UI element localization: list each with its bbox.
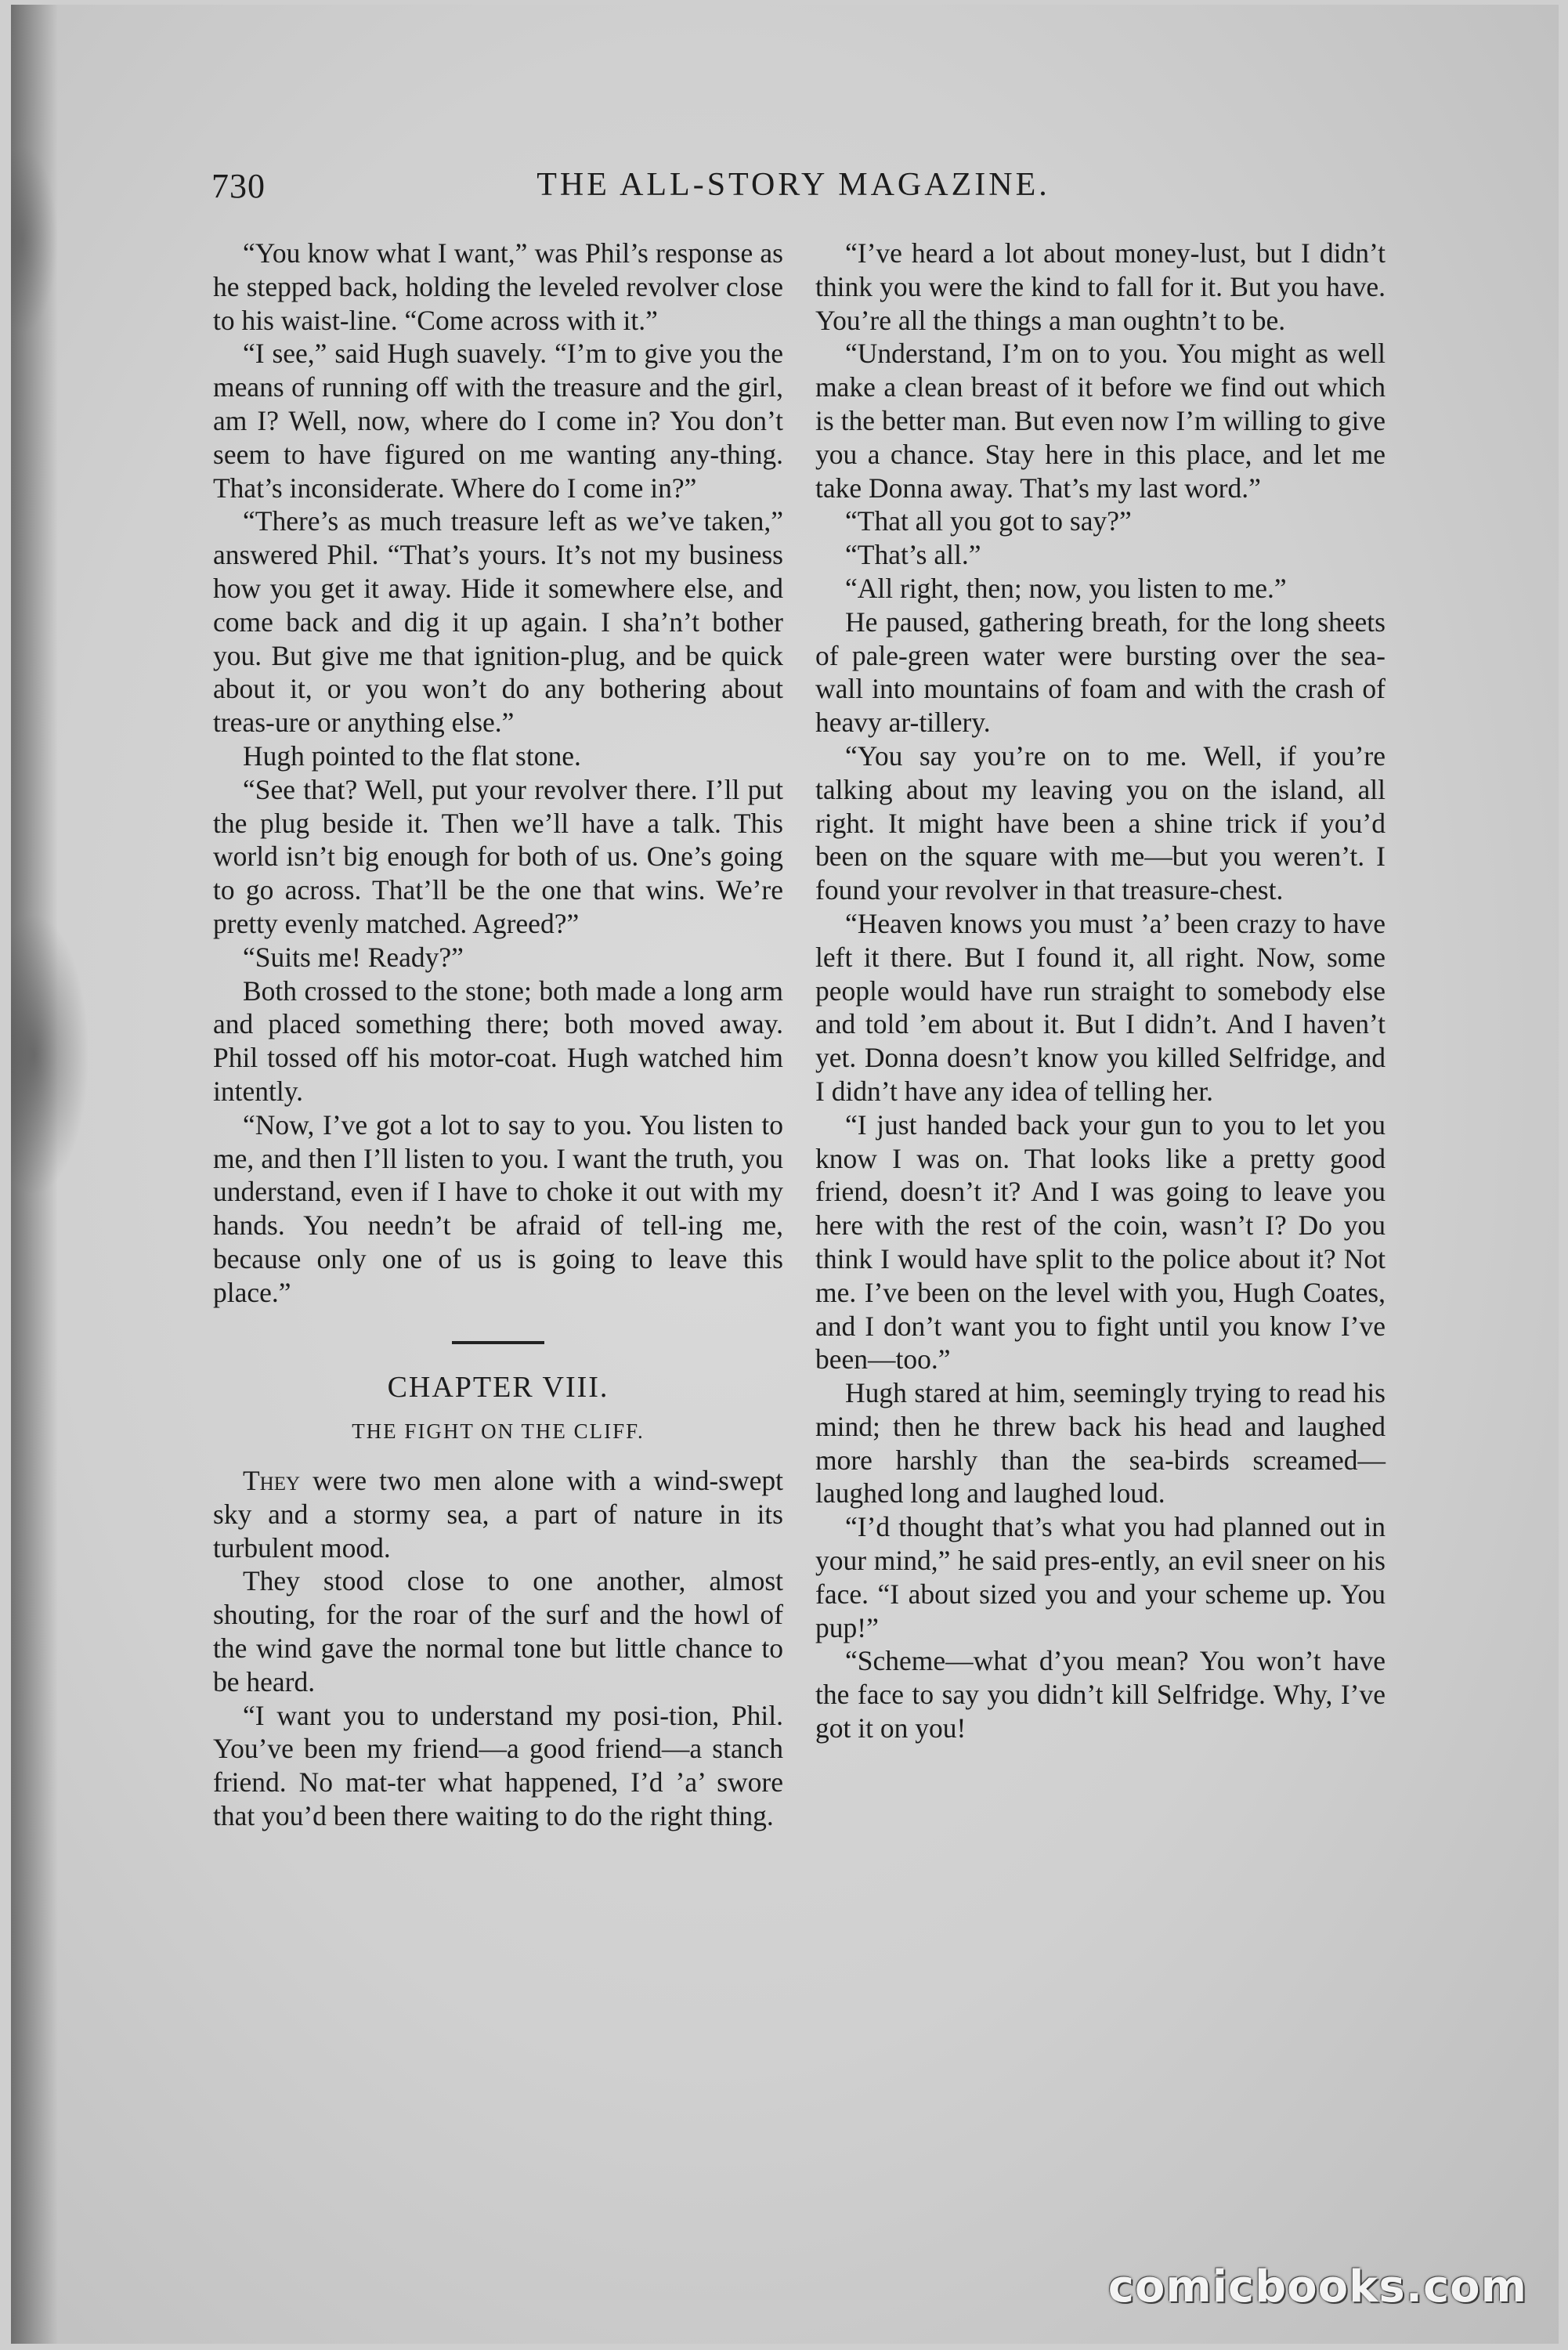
- paragraph: “I want you to understand my posi-tion, Phil. You’ve been my friend—a good friend—a stanch friend. No mat-ter what happened, I’d ’a’ swore that you’d been there waiting to do the right thing.: [213, 1699, 783, 1832]
- paragraph: “Suits me! Ready?”: [243, 941, 464, 973]
- left-column: [213, 237, 783, 1833]
- paragraph: “That’s all.”: [845, 539, 981, 571]
- paragraph: “I’ve heard a lot about money-lust, but I didn’t think you were the kind to fall for it. But you have. You’re all the things a man oughtn’t to be.: [815, 237, 1386, 336]
- paragraph: “I’d thought that’s what you had planned out in your mind,” he said pres-ently, an evil sneer on his face. “I about sized you and your scheme up. You pup!”: [815, 1511, 1386, 1643]
- chapter-subtitle: THE FIGHT ON THE CLIFF.: [352, 1419, 645, 1444]
- water-stain: [11, 913, 89, 1195]
- paragraph: “Scheme—what d’you mean? You won’t have the face to say you didn’t kill Selfridge. Why, I’ve got it on you!: [815, 1645, 1386, 1744]
- paragraph: Hugh stared at him, seemingly trying to read his mind; then he threw back his head and laughed more harshly than the sea-birds screamed—laughed long and laughed loud.: [815, 1377, 1386, 1509]
- drop-lead-word: They: [243, 1465, 301, 1497]
- paragraph: “I just handed back your gun to you to let you know I was on. That looks like a pretty good friend, doesn’t it? And I was going to leave you here with the rest of the coin, wasn’t I? Do you think I would have split to the police about it? Not me. I’ve been on the level with you, Hugh Coates, and I don’t want you to fight until you know I’ve been—too.”: [815, 1108, 1386, 1376]
- paragraph: “You say you’re on to me. Well, if you’re talking about my leaving you on the island, all right. It might have been a shine trick if you’d been on the square with me—but you weren’t. I found your revolver in that treasure-chest.: [815, 739, 1386, 906]
- paragraph: They stood close to one another, almost shouting, for the roar of the surf and the howl of the wind gave the normal tone but little chance to be heard.: [213, 1565, 783, 1697]
- paragraph: Both crossed to the stone; both made a long arm and placed something there; both moved away. Phil tossed off his motor-coat. Hugh watched him intently.: [213, 974, 783, 1107]
- paragraph: Hugh pointed to the flat stone.: [243, 739, 581, 772]
- right-column: [815, 237, 1386, 1745]
- paragraph: “See that? Well, put your revolver there. I’ll put the plug beside it. Then we’ll have a talk. This world isn’t big enough for both of us. One’s going to go across. That’ll be the one that wins. We’re pretty evenly matched. Agreed?”: [213, 773, 783, 939]
- paragraph: “All right, then; now, you listen to me.”: [845, 572, 1287, 604]
- chapter-opening-paragraph: [213, 1464, 783, 1564]
- running-title: THE ALL-STORY MAGAZINE.: [537, 167, 1050, 203]
- paragraph: “Understand, I’m on to you. You might as well make a clean breast of it before we find out which is the better man. But even now I’m willing to give you a chance. Stay here in this place, and let me take Donna away. That’s my last word.”: [815, 338, 1386, 504]
- watermark-logo: comicbooks.com: [1107, 2261, 1527, 2312]
- section-divider: [452, 1341, 544, 1344]
- chapter-title: CHAPTER VIII.: [387, 1370, 609, 1404]
- page-number: 730: [211, 167, 266, 205]
- paragraph: “You know what I want,” was Phil’s response as he stepped back, holding the leveled revolver close to his waist-line. “Come across with it.”: [213, 237, 783, 336]
- magazine-page: [11, 5, 1559, 2344]
- paragraph: “That all you got to say?”: [845, 505, 1132, 537]
- paragraph: “There’s as much treasure left as we’ve taken,” answered Phil. “That’s yours. It’s not my business how you get it away. Hide it somewhere else, and come back and dig it up again. I sha’n’t bother you. But give me that ignition-plug, and be quick about it, or you won’t do any bothering about treas-ure or anything else.”: [213, 505, 783, 739]
- paragraph: “Now, I’ve got a lot to say to you. You listen to me, and then I’ll listen to you. I want the truth, you understand, even if I have to choke it out with my hands. You needn’t be afraid of tell-ing me, because only one of us is going to leave this place.”: [213, 1108, 783, 1308]
- opening-text: were two men alone with a wind-swept sky and a stormy sea, a part of nature in its turbulent mood.: [213, 1465, 783, 1564]
- page-header: [202, 166, 1385, 213]
- paragraph: “I see,” said Hugh suavely. “I’m to give you the means of running off with the treasure and the girl, am I? Well, now, where do I come in? You don’t seem to have figured on me wanting any-thing. That’s inconsiderate. Where do I come in?”: [213, 338, 783, 504]
- paragraph: He paused, gathering breath, for the long sheets of pale-green water were bursting over the sea-wall into mountains of foam and with the crash of heavy ar-tillery.: [815, 606, 1386, 739]
- paragraph: “Heaven knows you must ’a’ been crazy to have left it there. But I found it, all right. Now, some people would have run straight to somebody else and told ’em about it. But I didn’t. And I haven’t yet. Donna doesn’t know you killed Selfridge, and I didn’t have any idea of telling her.: [815, 907, 1386, 1107]
